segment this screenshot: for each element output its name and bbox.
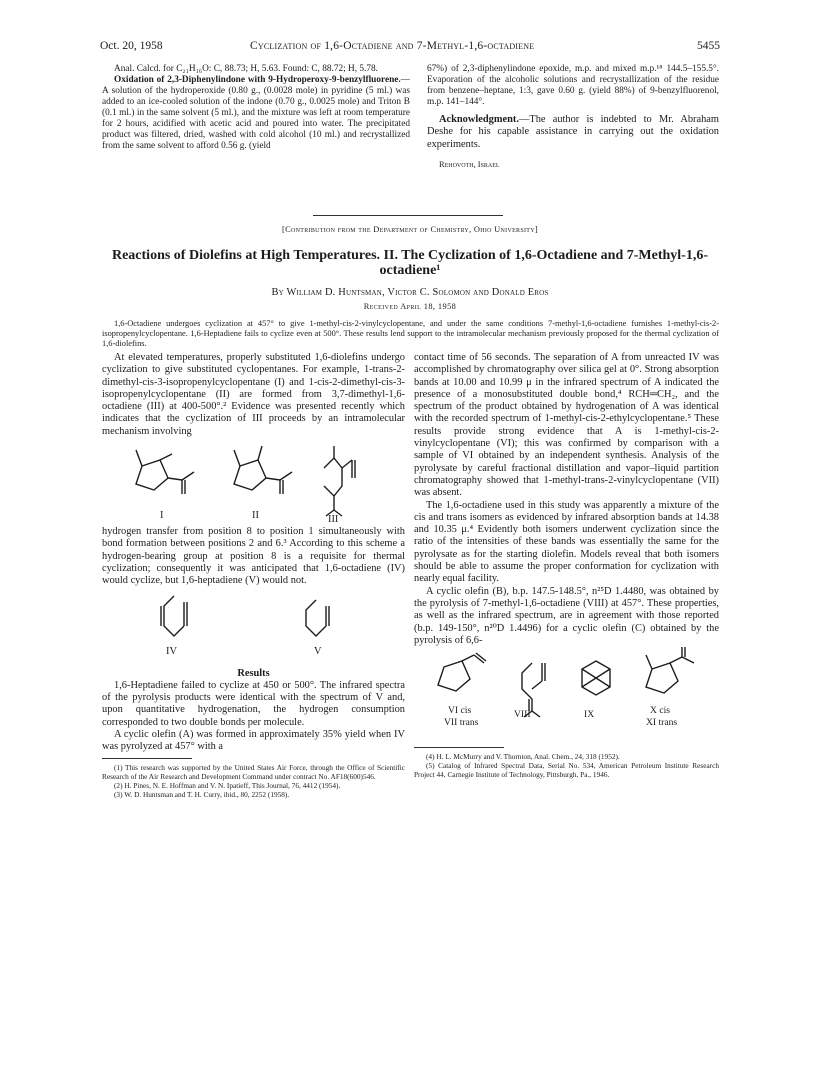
label-viii: VIII [514, 709, 531, 721]
page-number: 5455 [697, 40, 720, 52]
structures-vi-xi [414, 647, 719, 743]
separation-paragraph: contact time of 56 seconds. The separation of A from unreacted IV was accomplished by chromatography over silica gel at 0°. Strong absorption bands at 10.00 and 10.99 μ in the infrared spectrum of A indicated the presence of a monosubstituted double bond,⁴ RCH═CH₂, and the spectrum of the product obtained by hydrogenation of A was identical with the recorded spectrum of 1-methyl-cis-2-ethylcyclopentane.⁵ These results provide strong evidence that A is 1-methyl-cis-2-vinylcyclopentane (VI); this was confirmed by comparison with a sample of VI obtained by an independent synthesis. Analysis of the pyrolysate by careful fractional distillation and vapor–liquid partition chromatography showed that 1-methyl-trans-2-vinylcyclopentane (VII) was absent. [414, 352, 719, 499]
label-iii: III [328, 514, 339, 526]
previous-article-left-column [102, 64, 410, 152]
previous-article-right-column [427, 64, 719, 170]
page-header [100, 40, 720, 56]
article-title: Reactions of Diolefins at High Temperatures. II. The Cyclization of 1,6-Octadiene and 7-Methyl-1,6-octadiene¹ [111, 248, 708, 278]
structures-i-ii-iii [102, 438, 405, 526]
footnotes-right [414, 752, 719, 779]
header-date: Oct. 20, 1958 [100, 40, 163, 52]
footnotes-left [102, 763, 405, 799]
footnote-5: (5) Catalog of Infrared Spectral Data, Serial No. 534, American Petroleum Institute Research Project 44, Carnegie Institute of Technology, Pittsburgh, Pa., 1946. [414, 761, 719, 780]
label-vii: VII trans [444, 717, 479, 729]
footnote-4: (4) H. L. McMurry and V. Thornton, Anal. Chem., 24, 318 (1952). [426, 752, 620, 762]
isomers-paragraph: The 1,6-octadiene used in this study was apparently a mixture of the cis and trans isomers as evidenced by infrared absorption bands at 14.38 and 10.35 μ.⁴ Evidently both isomers underwent cyclization since the ratio of the intensities of these bands was essentially the same for the pyrolysate as for the starting diolefin. Models reveal that both isomers should be able to assume the proper conformation for cyclization with nearly equal facility. [414, 499, 719, 585]
acknowledgment-heading: Acknowledgment. [439, 114, 519, 125]
structure-drawings-2 [102, 588, 405, 662]
results-heading: Results [237, 667, 270, 679]
mechanism-paragraph: hydrogen transfer from position 8 to position 1 simultaneously with bond formation between positions 2 and 6.³ According to this scheme a hydrogen-bearing group at position 8 is a requisite for thermal cyclization; consequently it was anticipated that 1,6-octadiene (IV) would cyclize, but 1,6-heptadiene (V) would not. [102, 526, 405, 587]
footnote-3: (3) W. D. Huntsman and T. H. Curry, ibid., 80, 2252 (1958). [114, 789, 290, 799]
continuation-paragraph: 67%) of 2,3-diphenylindone epoxide, m.p. and mixed m.p.¹⁸ 144.5–155.5°. Evaporation of the alcoholic solutions and recrystallization of the residue from benzene–heptane, 1:3, gave 0.60 g. (yield 88%) of 9-benzylfluorenol, m.p. 141–144°. [427, 64, 719, 107]
intro-paragraph: At elevated temperatures, properly substituted 1,6-diolefins undergo cyclization to give substituted cyclopentanes. For example, 1-trans-2-dimethyl-cis-3-isopropenylcyclopentane (I) and 1-cis-2-dimethyl-cis-3-isopropenylcyclopentane (II) are formed from 3,7-dimethyl-1,6-octadiene (III) at 400-500°.² Evidence was presented recently which indicates that the cyclization of III proceeds by an intramolecular mechanism involving [102, 352, 405, 437]
footnote-2: (2) H. Pines, N. E. Hoffman and V. N. Ipatieff, This Journal, 76, 4412 (1954). [114, 780, 341, 790]
footnote-rule-right [414, 747, 504, 748]
label-v: V [314, 645, 322, 657]
oxidation-text: —A solution of the hydroperoxide (0.80 g., (0.0028 mole) in pyridine (5 ml.) was added to an ice-cooled solution of the indone (0.70 g., 0.0025 mole) and Triton B (0.1 ml.) in the same solvent (5 ml.), and the mixture was left at room temperature for 2 hours, acidified with acetic acid and poured into water. The precipitated product was filtered, dried, washed with cold alcohol (10 ml.) and recrystallized from the same solvent to afford 0.56 g. (yield [102, 75, 410, 151]
article-divider [313, 215, 503, 216]
acknowledgment-paragraph [427, 114, 719, 151]
footnote-1: (1) This research was supported by the United States Air Force, through the Office of Scientific Research of the Air Research and Development Command under contract No. AF18(600)546. [102, 762, 405, 781]
structures-iv-v [102, 588, 405, 662]
body-left-column [102, 352, 405, 799]
olefin-b-paragraph: A cyclic olefin (B), b.p. 147.5-148.5°, n²⁵D 1.4480, was obtained by the pyrolysis of 7-methyl-1,6-octadiene (VIII) at 457°. These properties, as well as the infrared spectrum, are in agreement with those reported (b.p. 149-150°, n²⁰D 1.4496) for a cyclic olefin (C) obtained by the pyrolysis of 6,6- [414, 585, 719, 646]
body-right-column [414, 352, 719, 779]
oxidation-paragraph [102, 75, 410, 152]
contribution-line: [Contribution from the Department of Chemistry, Ohio University] [282, 225, 538, 234]
label-iv: IV [166, 645, 177, 657]
footnote-rule [102, 758, 192, 759]
label-ix: IX [584, 709, 595, 721]
label-vi: VI cis [448, 705, 472, 717]
article-authors: By William D. Huntsman, Victor C. Solomon and Donald Eros [271, 287, 549, 298]
heptadiene-paragraph: 1,6-Heptadiene failed to cyclize at 450 or 500°. The infrared spectra of the pyrolysis products were identical with the spectrum of V and, upon quantitative hydrogenation, the hydrogen consumption corresponded to two double bonds per molecule. [102, 679, 405, 728]
olefin-a-paragraph: A cyclic olefin (A) was formed in approximately 35% yield when IV was pyrolyzed at 457° with a [102, 729, 405, 753]
article-abstract: 1,6-Octadiene undergoes cyclization at 457° to give 1-methyl-cis-2-vinylcyclopentane, and under the same conditions 7-methyl-1,6-octadiene furnishes 1-methyl-cis-2-isopropenylcyclopentane. 1,6-Heptadiene fails to cyclize even at 500°. These results lend support to the intramolecular mechanism previously proposed for the thermal cyclization of 1,6-diolefins. [102, 319, 719, 348]
running-title: Cyclization of 1,6-Octadiene and 7-Methyl-1,6-octadiene [250, 40, 535, 52]
oxidation-heading: Oxidation of 2,3-Diphenylindone with 9-Hydroperoxy-9-benzylfluorene. [114, 75, 401, 85]
label-i: I [160, 510, 164, 522]
label-x: X cis [650, 705, 670, 717]
analysis-line: Anal. Calcd. for C₂₁H₁₆O: C, 88.73; H, 5.63. Found: C, 88.72; H, 5.78. [114, 64, 378, 74]
received-date: Received April 18, 1958 [363, 302, 457, 311]
acknowledgment-text: —The author is indebted to Mr. Abraham Deshe for his capable assistance in carrying out the oxidation experiments. [427, 114, 719, 150]
author-location: Rehovoth, Israel [439, 159, 500, 169]
label-xi: XI trans [646, 717, 678, 729]
label-ii: II [252, 510, 259, 522]
